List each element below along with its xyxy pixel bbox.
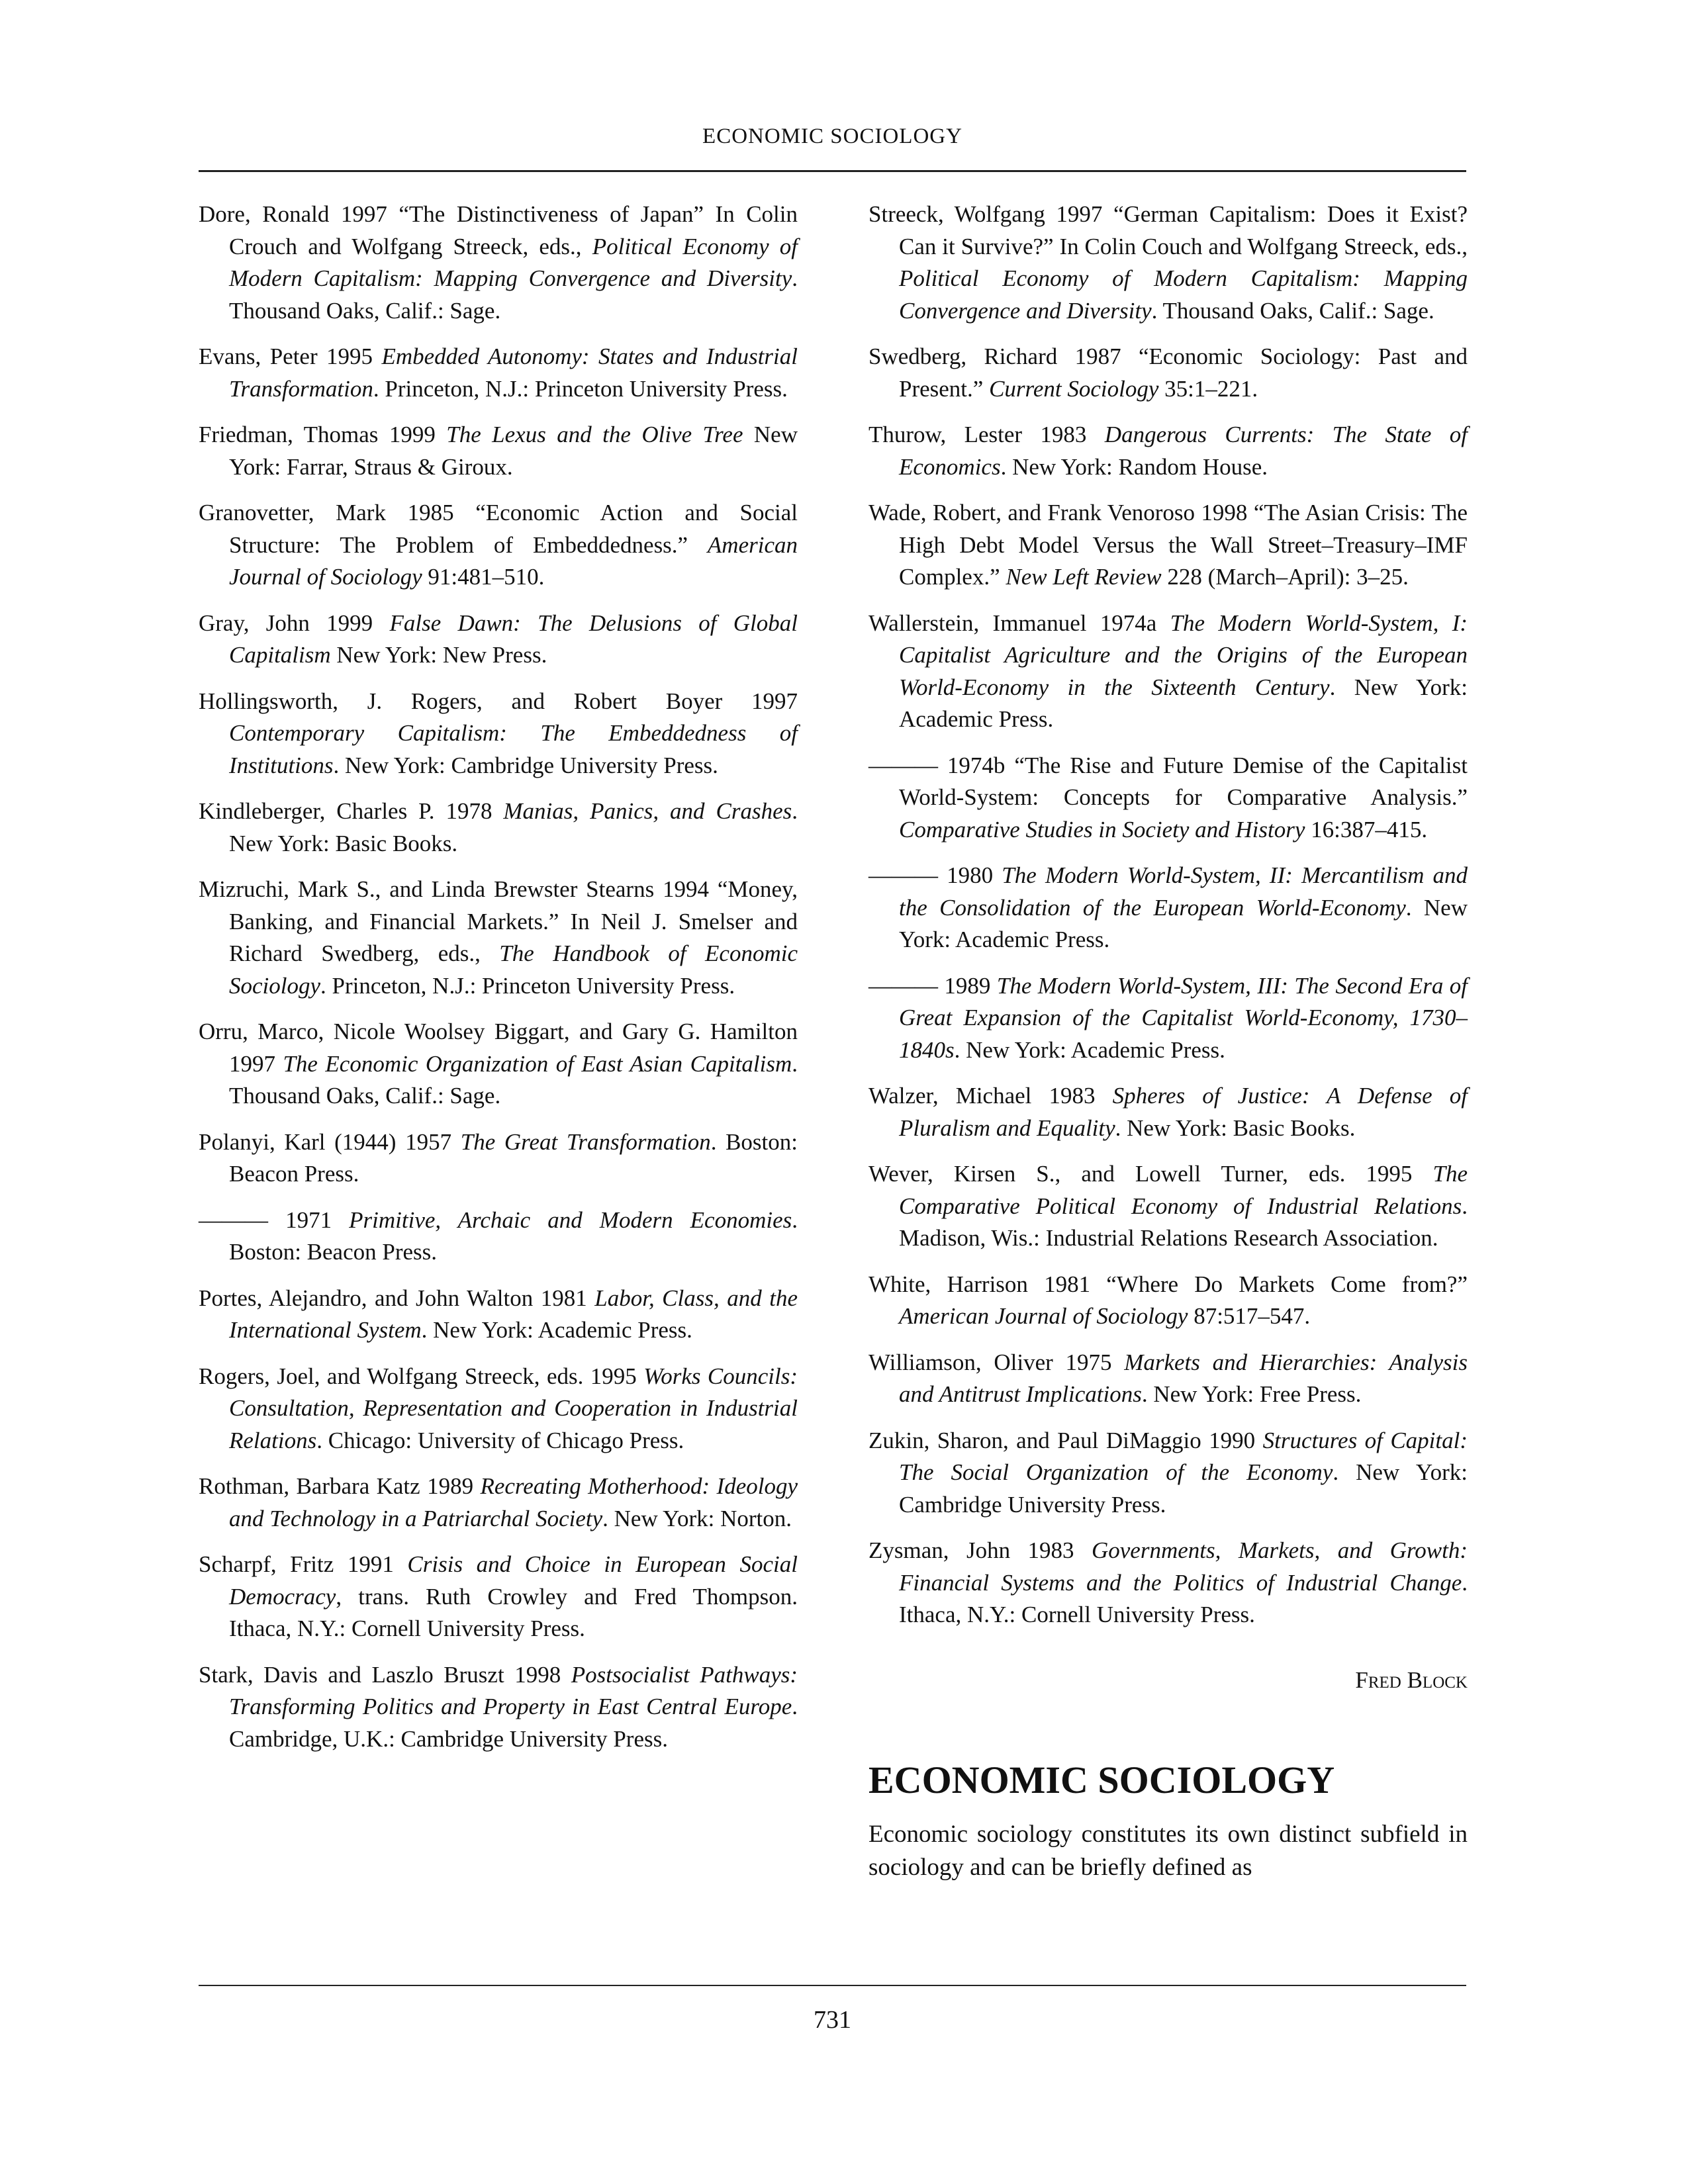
reference-entry xyxy=(199,419,798,483)
reference-text: Hollingsworth, J. Rogers, and Robert Boyer 1997 xyxy=(199,688,798,714)
page-number: 731 xyxy=(814,2006,851,2034)
reference-text: . Chicago: University of Chicago Press. xyxy=(316,1427,684,1453)
reference-text: . Thousand Oaks, Calif.: Sage. xyxy=(229,1050,798,1109)
reference-entry xyxy=(868,419,1468,483)
reference-text: 87:517–547. xyxy=(1188,1303,1311,1329)
reference-text: 35:1–221. xyxy=(1158,375,1258,402)
reference-entry xyxy=(868,1158,1468,1255)
reference-entry xyxy=(199,341,798,405)
reference-text: Scharpf, Fritz 1991 xyxy=(199,1551,408,1577)
reference-text: Friedman, Thomas 1999 xyxy=(199,422,447,447)
reference-text: . Thousand Oaks, Calif.: Sage. xyxy=(1151,297,1434,324)
reference-entry xyxy=(868,860,1468,956)
reference-text: New York: Farrar, Straus & Giroux. xyxy=(229,422,798,480)
reference-title: The Economic Organization of East Asian Capitalism xyxy=(283,1050,792,1077)
reference-entry xyxy=(199,199,798,327)
reference-title: Contemporary Capitalism: The Embeddedness of Institutions xyxy=(229,720,798,778)
reference-text: . New York: Free Press. xyxy=(1141,1381,1362,1407)
reference-text: White, Harrison 1981 “Where Do Markets Come from?” xyxy=(868,1271,1468,1297)
reference-title: Political Economy of Modern Capitalism: Mapping Convergence and Diversity xyxy=(229,233,798,291)
reference-text: Wallerstein, Immanuel 1974a xyxy=(868,610,1170,636)
reference-entry xyxy=(199,1205,798,1269)
reference-entry xyxy=(199,874,798,1002)
reference-entry xyxy=(199,1283,798,1347)
reference-text: Portes, Alejandro, and John Walton 1981 xyxy=(199,1285,595,1311)
reference-text: Zysman, John 1983 xyxy=(868,1537,1092,1563)
reference-entry xyxy=(199,1016,798,1113)
reference-title: The Great Transformation xyxy=(460,1128,711,1155)
reference-entry xyxy=(199,1659,798,1756)
reference-title: Governments, Markets, and Growth: Financial Systems and the Politics of Industrial Change xyxy=(899,1537,1468,1596)
reference-title: The Handbook of Economic Sociology xyxy=(229,940,798,999)
references-left-column xyxy=(199,199,798,1769)
reference-text: ——— 1980 xyxy=(868,862,1002,888)
reference-title: Current Sociology xyxy=(989,375,1159,402)
reference-text: Zukin, Sharon, and Paul DiMaggio 1990 xyxy=(868,1427,1263,1453)
reference-text: . New York: Cambridge University Press. xyxy=(899,1459,1468,1518)
reference-title: American Journal of Sociology xyxy=(899,1303,1188,1329)
reference-title: The Modern World-System, I: Capitalist Agriculture and the Origins of the European World-Economy in the Sixteenth Century xyxy=(899,610,1468,700)
reference-text: ——— 1974b “The Rise and Future Demise of the Capitalist World-System: Concepts for Comparative Analysis.” xyxy=(868,752,1468,810)
reference-text: Mizruchi, Mark S., and Linda Brewster Stearns 1994 “Money, Banking, and Financial Markets.” In Neil J. Smelser and Richard Swedberg, eds., xyxy=(199,876,798,966)
reference-entry xyxy=(868,1080,1468,1144)
reference-entry xyxy=(199,686,798,782)
reference-entry xyxy=(868,608,1468,736)
reference-entry xyxy=(868,1269,1468,1333)
reference-entry xyxy=(199,497,798,594)
reference-text: . Boston: Beacon Press. xyxy=(229,1206,798,1265)
reference-text: Williamson, Oliver 1975 xyxy=(868,1349,1125,1375)
reference-text: . New York: Academic Press. xyxy=(954,1036,1225,1063)
reference-title: Primitive, Archaic and Modern Economies xyxy=(349,1206,792,1233)
reference-text: . Ithaca, N.Y.: Cornell University Press. xyxy=(899,1569,1468,1627)
reference-text: 91:481–510. xyxy=(422,564,545,590)
footer-rule xyxy=(199,1985,1466,1986)
reference-text: . Princeton, N.J.: Princeton University Press. xyxy=(373,375,788,402)
reference-entry xyxy=(868,1347,1468,1411)
reference-title: Markets and Hierarchies: Analysis and Antitrust Implications xyxy=(899,1349,1468,1407)
body-paragraph: Economic sociology constitutes its own distinct subfield in sociology and can be briefly defined as xyxy=(868,1821,1468,1881)
reference-text: Wever, Kirsen S., and Lowell Turner, eds. 1995 xyxy=(868,1161,1433,1187)
reference-title: The Comparative Political Economy of Industrial Relations xyxy=(899,1161,1468,1219)
reference-entry xyxy=(868,970,1468,1067)
reference-entry xyxy=(199,1549,798,1645)
reference-entry xyxy=(199,1126,798,1191)
reference-text: Rogers, Joel, and Wolfgang Streeck, eds. 1995 xyxy=(199,1363,644,1389)
reference-title: Postsocialist Pathways: Transforming Politics and Property in East Central Europe xyxy=(229,1661,798,1719)
reference-title: Dangerous Currents: The State of Economics xyxy=(899,422,1468,480)
reference-title: Manias, Panics, and Crashes xyxy=(503,798,792,824)
reference-text: Gray, John 1999 xyxy=(199,610,390,636)
reference-text: . New York: Academic Press. xyxy=(421,1317,692,1343)
reference-text: Walzer, Michael 1983 xyxy=(868,1083,1113,1109)
reference-title: Labor, Class, and the International System xyxy=(229,1285,798,1343)
reference-title: The Modern World-System, III: The Second Era of Great Expansion of the Capitalist World-Economy, 1730–1840s xyxy=(899,972,1468,1063)
reference-text: . New York: Basic Books. xyxy=(229,798,798,856)
reference-entry xyxy=(868,199,1468,327)
reference-text: . New York: Basic Books. xyxy=(1115,1115,1356,1141)
reference-text: Streeck, Wolfgang 1997 “German Capitalism: Does it Exist? Can it Survive?” In Colin Couch and Wolfgang Streeck, eds., xyxy=(868,201,1468,259)
reference-text: . New York: Cambridge University Press. xyxy=(333,752,718,778)
reference-title: The Lexus and the Olive Tree xyxy=(446,422,743,447)
reference-text: ——— 1989 xyxy=(868,972,997,999)
reference-text: Thurow, Lester 1983 xyxy=(868,422,1105,447)
reference-title: Political Economy of Modern Capitalism: Mapping Convergence and Diversity xyxy=(899,265,1468,324)
reference-entry xyxy=(868,1425,1468,1522)
reference-text: . New York: Academic Press. xyxy=(899,674,1468,732)
reference-text: . Madison, Wis.: Industrial Relations Research Association. xyxy=(899,1193,1468,1251)
reference-entry xyxy=(199,608,798,672)
reference-text: Stark, Davis and Laszlo Bruszt 1998 xyxy=(199,1661,571,1688)
reference-text: . New York: Academic Press. xyxy=(899,894,1468,952)
reference-text: Polanyi, Karl (1944) 1957 xyxy=(199,1128,461,1155)
reference-text: Kindleberger, Charles P. 1978 xyxy=(199,798,504,824)
reference-text: ——— 1971 xyxy=(199,1206,350,1233)
reference-title: Embedded Autonomy: States and Industrial Transformation xyxy=(229,343,798,402)
reference-title: The Modern World-System, II: Mercantilism and the Consolidation of the European World-Economy xyxy=(899,862,1468,921)
reference-title: Works Councils: Consultation, Representation and Cooperation in Industrial Relations xyxy=(229,1363,798,1453)
reference-entry xyxy=(868,341,1468,405)
reference-entry xyxy=(868,497,1468,594)
header-rule xyxy=(199,170,1466,172)
reference-text: Dore, Ronald 1997 “The Distinctiveness of Japan” In Colin Crouch and Wolfgang Streeck, eds., xyxy=(199,201,798,259)
reference-title: Comparative Studies in Society and History xyxy=(899,816,1305,842)
reference-text: 228 (March–April): 3–25. xyxy=(1161,564,1409,590)
reference-title: Crisis and Choice in European Social Democracy xyxy=(229,1551,798,1610)
reference-entry xyxy=(199,1471,798,1535)
reference-text: . Boston: Beacon Press. xyxy=(229,1128,798,1187)
reference-text: . New York: Random House. xyxy=(1000,453,1268,480)
reference-text: New York: New Press. xyxy=(330,642,547,668)
reference-entry xyxy=(868,1535,1468,1631)
reference-entry xyxy=(199,796,798,860)
reference-title: Spheres of Justice: A Defense of Pluralism and Equality xyxy=(899,1083,1468,1141)
reference-text: Granovetter, Mark 1985 “Economic Action and Social Structure: The Problem of Embeddedness.” xyxy=(199,500,798,558)
reference-title: Recreating Motherhood: Ideology and Technology in a Patriarchal Society xyxy=(229,1473,798,1531)
reference-title: Structures of Capital: The Social Organization of the Economy xyxy=(899,1427,1468,1485)
reference-entry xyxy=(868,750,1468,846)
reference-text: . Princeton, N.J.: Princeton University Press. xyxy=(320,972,735,999)
section-title: ECONOMIC SOCIOLOGY xyxy=(868,1758,1335,1801)
reference-text: Orru, Marco, Nicole Woolsey Biggart, and Gary G. Hamilton 1997 xyxy=(199,1019,798,1077)
reference-text: Wade, Robert, and Frank Venoroso 1998 “The Asian Crisis: The High Debt Model Versus the Wall Street–Treasury–IMF Complex.” xyxy=(868,500,1468,590)
reference-text: . New York: Norton. xyxy=(602,1505,792,1531)
author-signature: Fred Block xyxy=(1355,1666,1468,1693)
reference-text: . Cambridge, U.K.: Cambridge University Press. xyxy=(229,1694,798,1752)
reference-text: 16:387–415. xyxy=(1305,816,1428,842)
references-right-list xyxy=(868,199,1468,1631)
reference-text: . Thousand Oaks, Calif.: Sage. xyxy=(229,265,798,324)
reference-text: Evans, Peter 1995 xyxy=(199,343,382,369)
reference-title: New Left Review xyxy=(1006,564,1162,590)
reference-text: Rothman, Barbara Katz 1989 xyxy=(199,1473,481,1499)
reference-text: , trans. Ruth Crowley and Fred Thompson. Ithaca, N.Y.: Cornell University Press. xyxy=(229,1583,798,1641)
reference-text: Swedberg, Richard 1987 “Economic Sociology: Past and Present.” xyxy=(868,343,1468,402)
reference-title: False Dawn: The Delusions of Global Capitalism xyxy=(229,610,798,668)
reference-title: American Journal of Sociology xyxy=(229,531,798,590)
reference-entry xyxy=(199,1361,798,1457)
running-head: ECONOMIC SOCIOLOGY xyxy=(702,124,962,148)
references-right-column xyxy=(868,199,1468,1884)
